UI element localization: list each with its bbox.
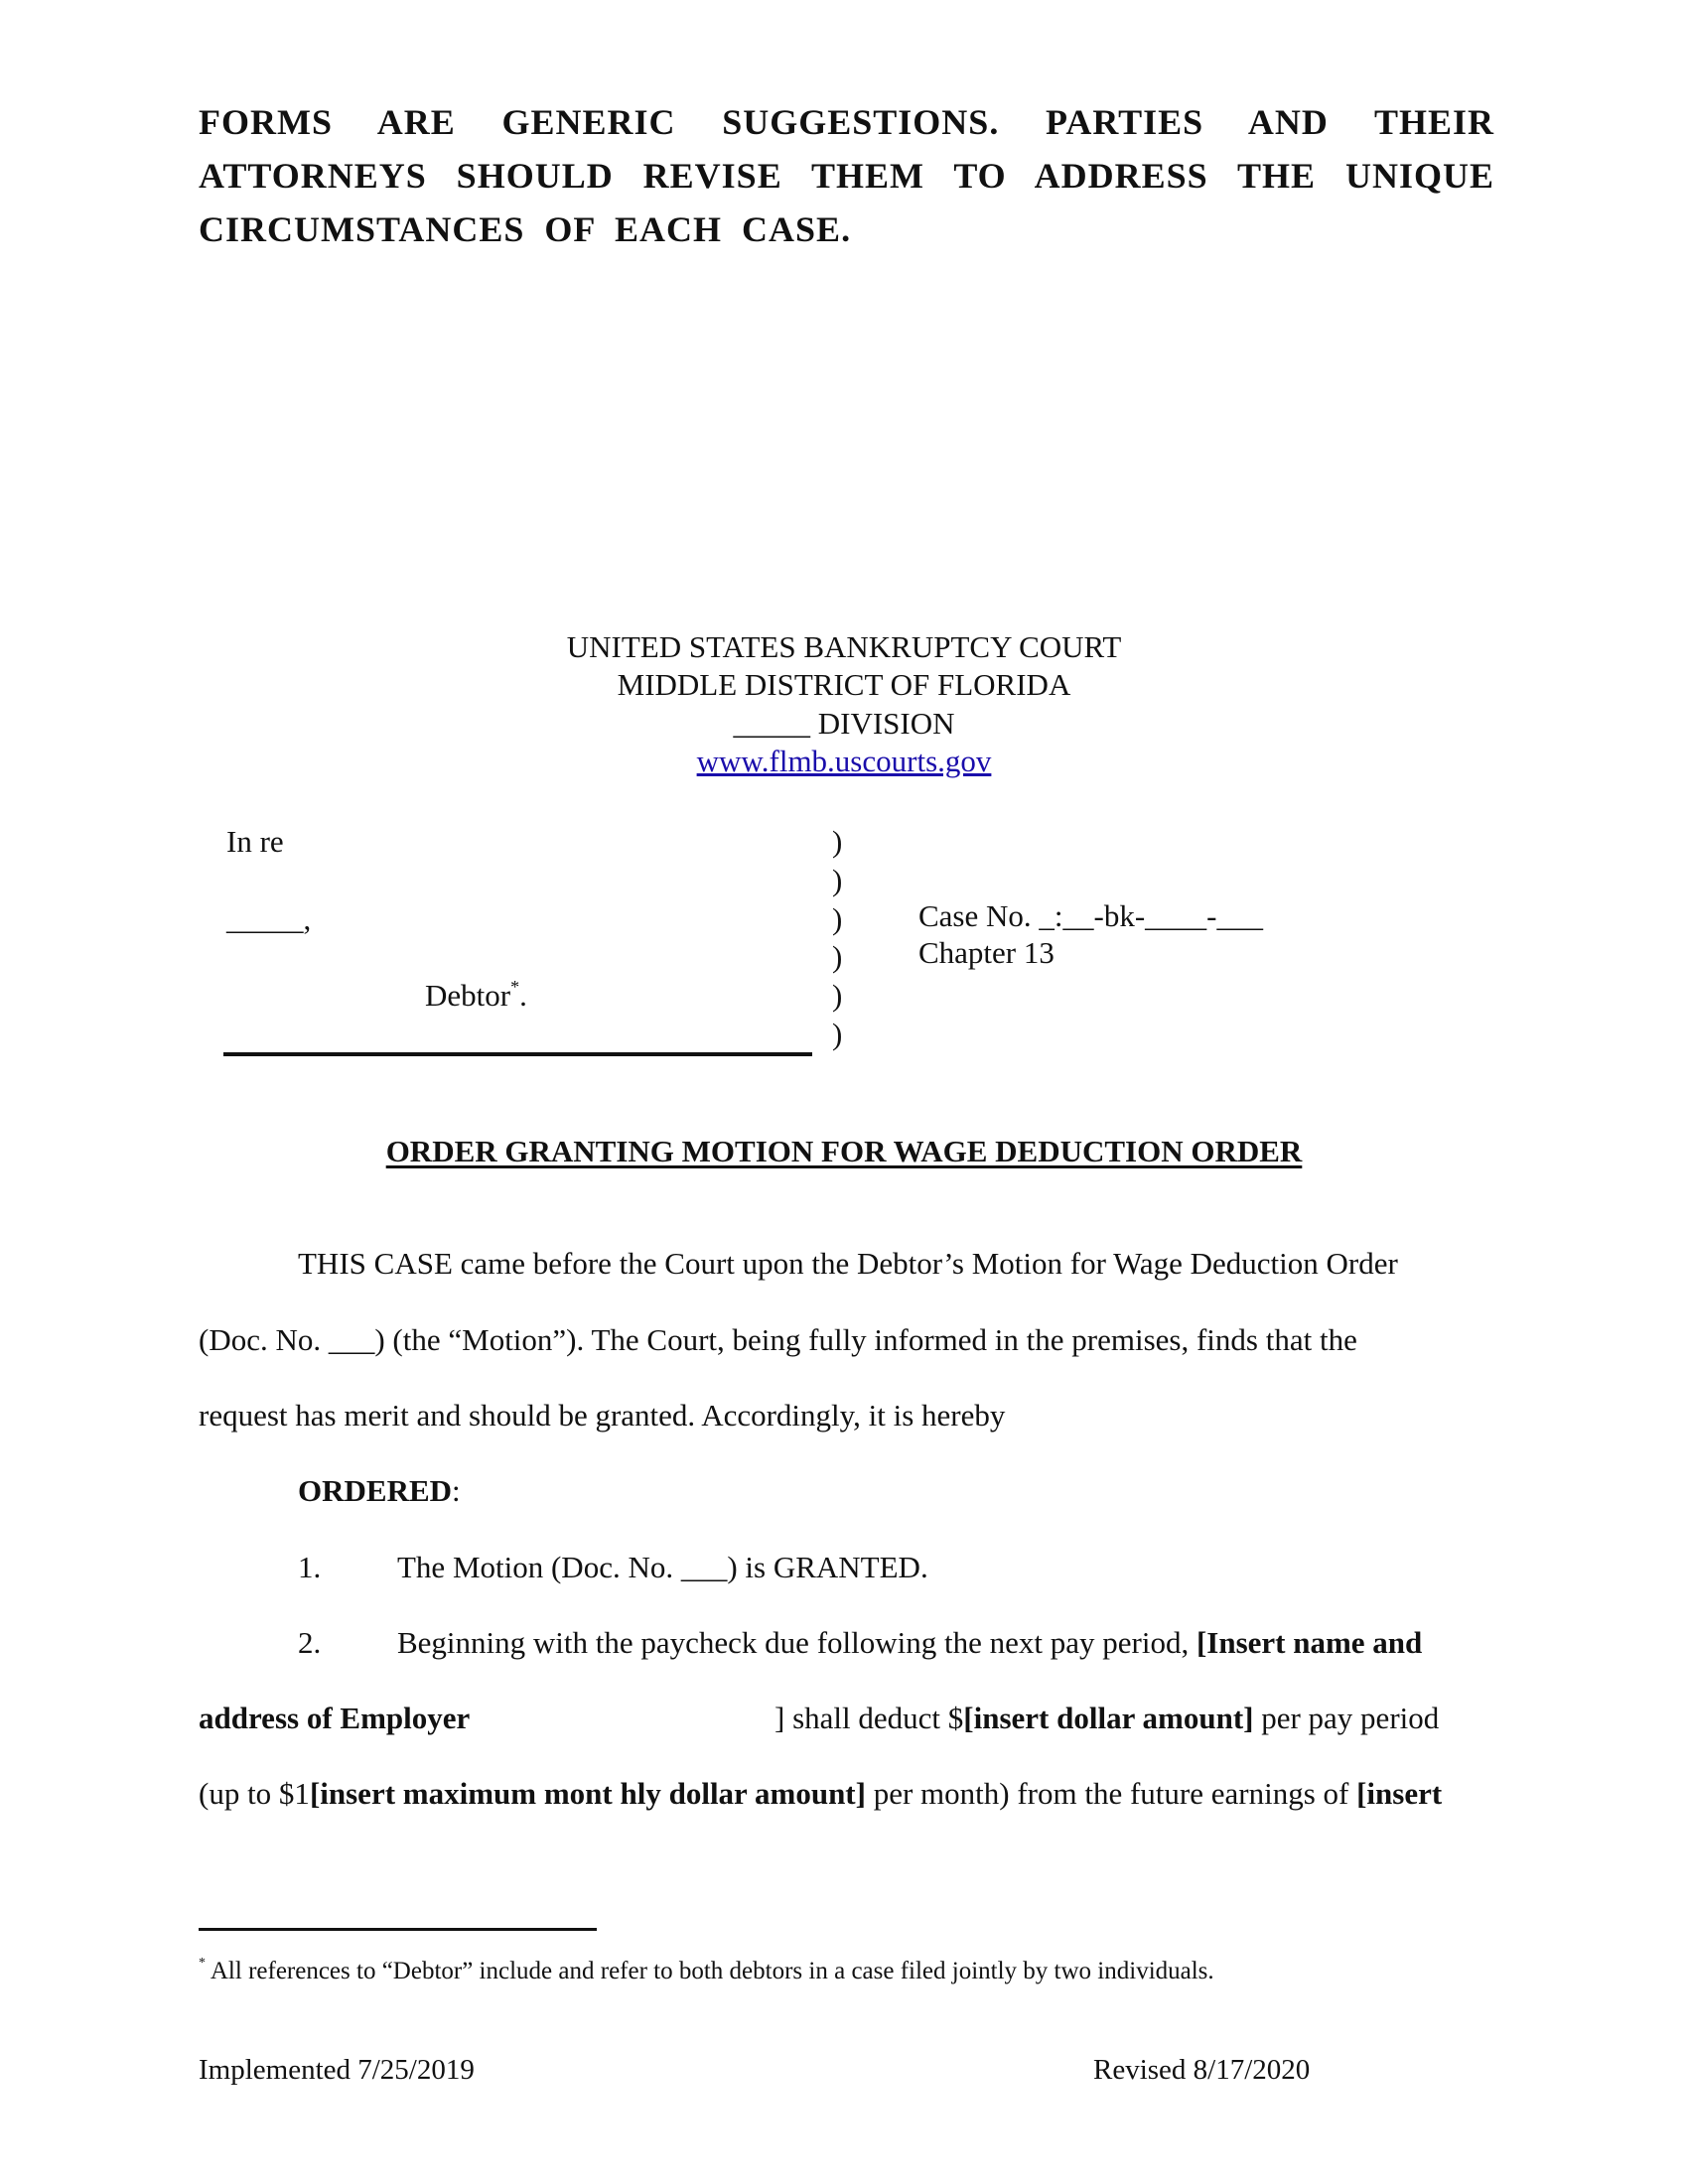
caption-paren: ) (832, 863, 843, 897)
caption-paren: ) (832, 978, 843, 1013)
debtor-label: Debtor*. (425, 977, 527, 1013)
case-number: Case No. _:__-bk-____-___ (918, 898, 1263, 933)
debtor-name-blank: _____, (226, 901, 312, 936)
court-division: _____ DIVISION (733, 706, 955, 741)
disclaimer-line-1: FORMS ARE GENERIC SUGGESTIONS. PARTIES AND THEIR (199, 102, 1494, 142)
court-website (0, 743, 1688, 780)
footnote-divider (199, 1928, 597, 1931)
order-title: ORDER GRANTING MOTION FOR WAGE DEDUCTION ORDER (385, 1134, 1303, 1168)
disclaimer-line-3: CIRCUMSTANCES OF EACH CASE. (199, 209, 852, 249)
item-2-number: 2. (298, 1625, 322, 1660)
item-2-line-1: Beginning with the paycheck due following the next pay period, [Insert name and (397, 1625, 1423, 1660)
footnote-reference-mark: * (510, 977, 520, 997)
court-district: MIDDLE DISTRICT OF FLORIDA (617, 667, 1071, 702)
item-1-number: 1. (298, 1550, 322, 1584)
court-name: UNITED STATES BANKRUPTCY COURT (566, 629, 1122, 664)
caption-paren: ) (832, 939, 843, 974)
court-website-link[interactable]: www.flmb.uscourts.gov (696, 744, 992, 778)
intro-line-1: THIS CASE came before the Court upon the Debtor’s Motion for Wage Deduction Order (298, 1246, 1398, 1281)
item-1-text: The Motion (Doc. No. ___) is GRANTED. (397, 1550, 928, 1584)
chapter-number: Chapter 13 (918, 935, 1055, 970)
caption-paren: ) (832, 824, 843, 859)
caption-paren: ) (832, 1017, 843, 1051)
ordered-heading: ORDERED: (298, 1473, 461, 1508)
caption-paren: ) (832, 901, 843, 936)
intro-line-3: request has merit and should be granted. Accordingly, it is hereby (199, 1398, 1006, 1433)
item-2-line-3: (up to $1[insert maximum mont hly dollar amount] per month) from the future earnings of [insert (199, 1776, 1443, 1811)
item-2-line-2a: address of Employer (199, 1701, 471, 1735)
caption-divider (223, 1052, 812, 1056)
footnote: * All references to “Debtor” include and refer to both debtors in a case filed jointly by two individuals. (199, 1956, 1214, 1984)
intro-line-2: (Doc. No. ___) (the “Motion”). The Court, being fully informed in the premises, finds that the (199, 1322, 1357, 1357)
revised-date: Revised 8/17/2020 (1093, 2054, 1311, 2086)
implemented-date: Implemented 7/25/2019 (199, 2054, 475, 2086)
item-2-line-2b: ] shall deduct $[insert dollar amount] per pay period (774, 1701, 1440, 1735)
footnote-mark: * (199, 1956, 206, 1971)
in-re-label: In re (226, 824, 284, 859)
disclaimer-line-2: ATTORNEYS SHOULD REVISE THEM TO ADDRESS THE UNIQUE (199, 156, 1494, 196)
